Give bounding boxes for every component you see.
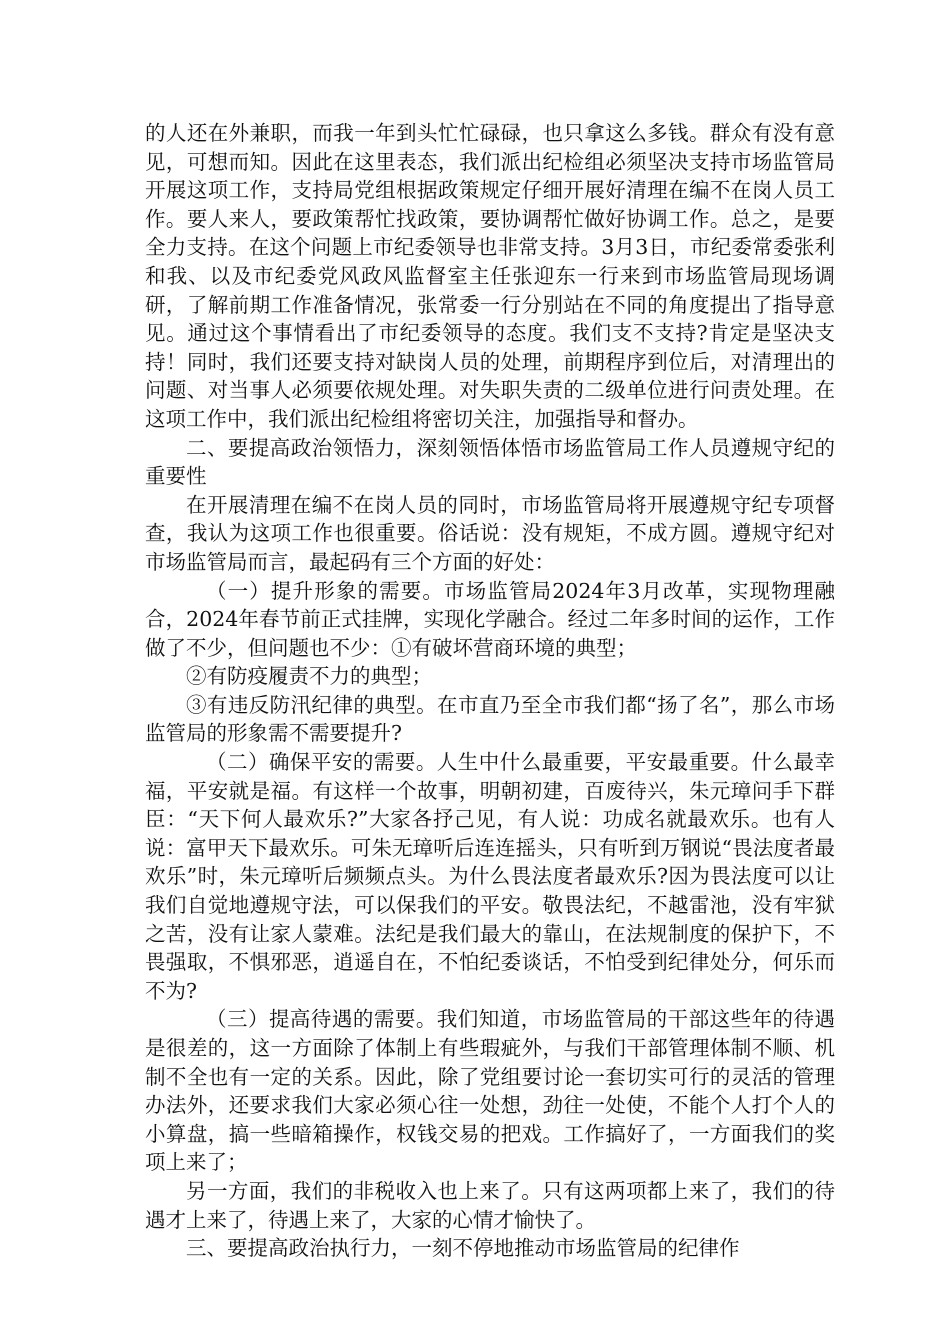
paragraph-continuation: 的人还在外兼职，而我一年到头忙忙碌碌，也只拿这么多钱。群众有没有意见，可想而知。因此在这里表态，我们派出纪检组必须坚决支持市场监管局开展这项工作，支持局党组根据政策规定仔细开展好清理在编不在岗人员工作。要人来人，要政策帮忙找政策，要协调帮忙做好协调工作。总之，是要全力支持。在这个问题上市纪委领导也非常支持。3月3日，市纪委常委张利和我、以及市纪委党风政风监督室主任张迎东一行来到市场监管局现场调研，了解前期工作准备情况，张常委一行分别站在不同的角度提出了指导意见。通过这个事情看出了市纪委领导的态度。我们支不支持?肯定是坚决支持！同时，我们还要支持对缺岗人员的处理，前期程序到位后，对清理出的问题、对当事人必须要依规处理。对失职失责的二级单位进行问责处理。在这项工作中，我们派出纪检组将密切关注，加强指导和督办。 (145, 121, 835, 431)
list-item-2: ②有防疫履责不力的典型； (186, 664, 432, 689)
paragraph-intro-discipline: 在开展清理在编不在岗人员的同时，市场监管局将开展遵规守纪专项督查，我认为这项工作也很重要。俗话说：没有规矩，不成方圆。遵规守纪对市场监管局而言，最起码有三个方面的好处： (145, 492, 835, 574)
subsection-3-treatment: （三）提高待遇的需要。我们知道，市场监管局的干部这些年的待遇是很差的，这一方面除了体制上有些瑕疵外，与我们干部管理体制不顺、机制不全也有一定的关系。因此，除了党组要讨论一套切实可行的灵活的管理办法外，还要求我们大家必须心往一处想，劲往一处使，不能个人打个人的小算盘，搞一些暗箱操作，权钱交易的把戏。工作搞好了，一方面我们的奖项上来了； (145, 1007, 835, 1175)
document-page (145, 119, 835, 1263)
subsection-2-safety: （二）确保平安的需要。人生中什么最重要，平安最重要。什么最幸福，平安就是福。有这样一个故事，明朝初建，百废待兴，朱元璋问手下群臣：“天下何人最欢乐?”大家各抒己见，有人说：功成名就最欢乐。也有人说：富甲天下最欢乐。可朱无璋听后连连摇头，只有听到万钢说“畏法度者最欢乐”时，朱元璋听后频频点头。为什么畏法度者最欢乐?因为畏法度可以让我们自觉地遵规守法，可以保我们的平安。敬畏法纪，不越雷池，没有牢狱之苦，没有让家人蒙难。法纪是我们最大的靠山，在法规制度的保护下，不畏强取，不惧邪恶，逍遥自在，不怕纪委谈话，不怕受到纪律处分，何乐而不为? (145, 750, 835, 1003)
list-item-3: ③有违反防汛纪律的典型。在市直乃至全市我们都“扬了名”，那么市场监管局的形象需不需要提升? (145, 692, 835, 746)
subsection-1-image: （一）提升形象的需要。市场监管局2024年3月改革，实现物理融合，2024年春节前正式挂牌，实现化学融合。经过二年多时间的运作，工作做了不少，但问题也不少：①有破坏营商环境的典型； (145, 578, 835, 660)
section-heading-2: 二、要提高政治领悟力，深刻领悟体悟市场监管局工作人员遵规守纪的重要性 (145, 435, 835, 489)
paragraph-treatment-cont: 另一方面，我们的非税收入也上来了。只有这两项都上来了，我们的待遇才上来了，待遇上来了，大家的心情才愉快了。 (145, 1178, 835, 1232)
section-heading-3: 三、要提高政治执行力，一刻不停地推动市场监管局的纪律作 (186, 1236, 740, 1261)
